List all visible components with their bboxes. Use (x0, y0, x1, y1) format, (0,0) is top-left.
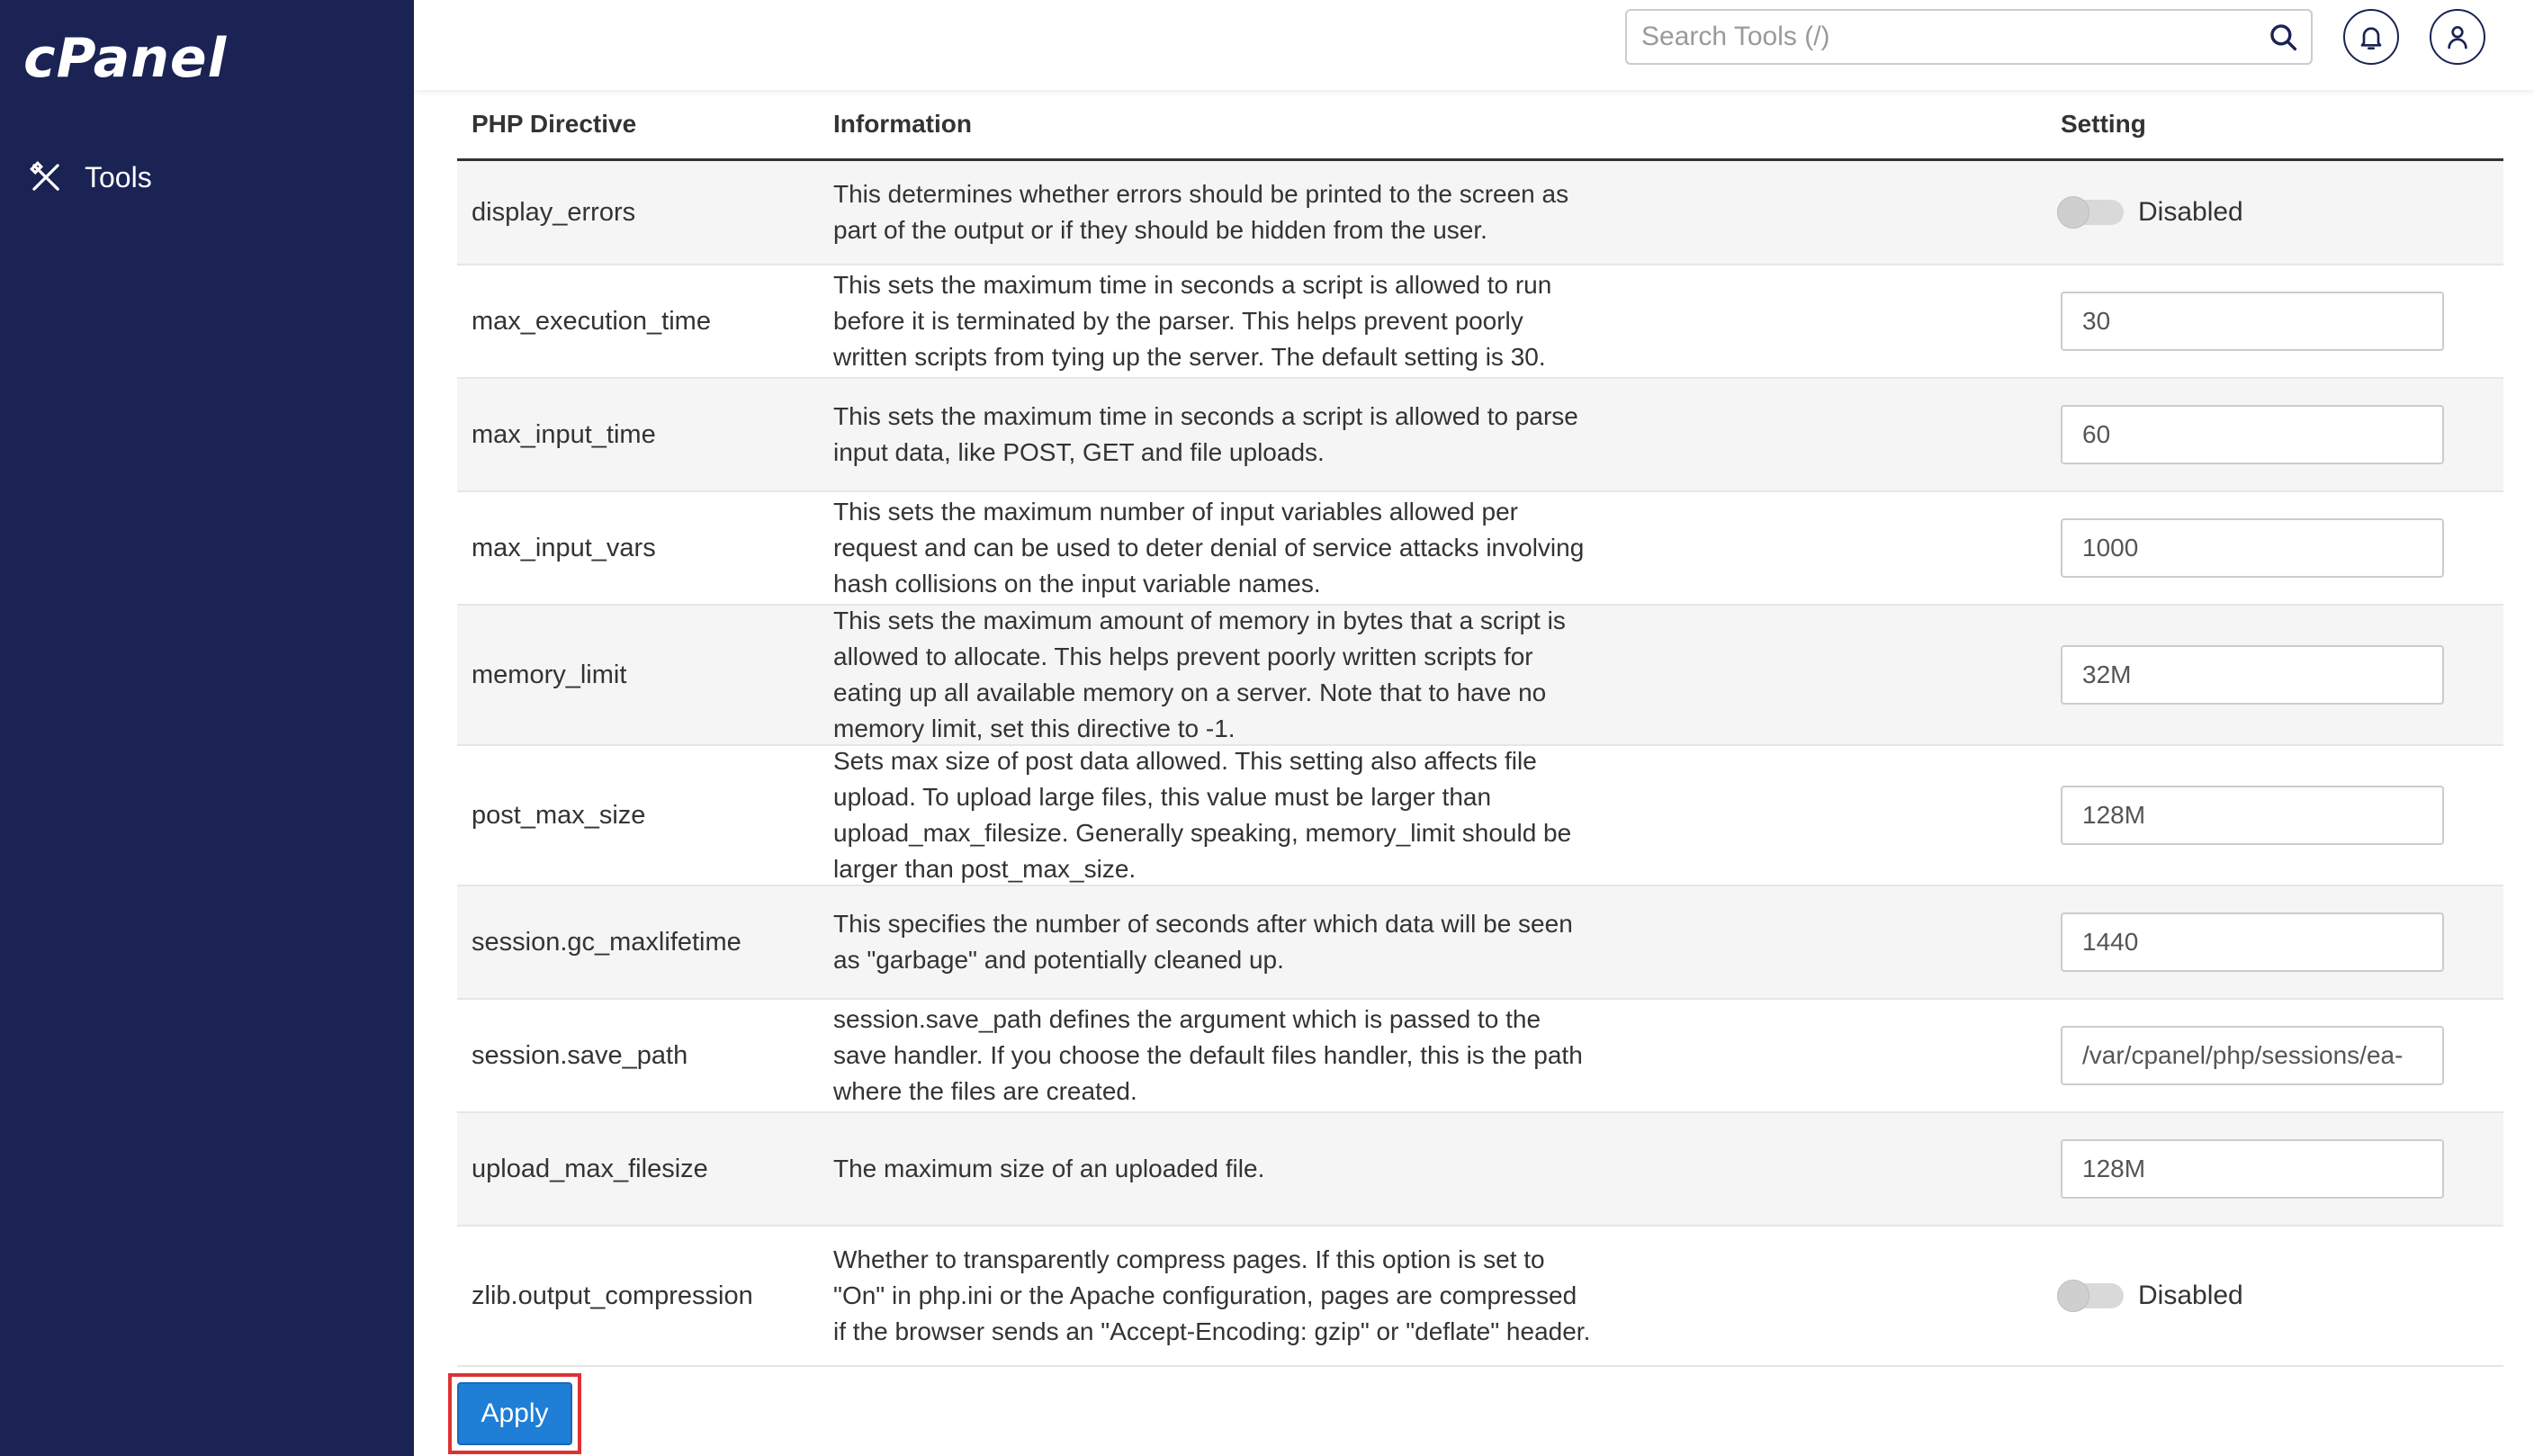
directive-info: This sets the maximum amount of memory in bytes that a script is allowed to allocate. This helps prevent poorly written scripts for eating up all available memory on a server. Note that to have no memory limit, set this directive to -1. (833, 607, 1566, 742)
column-header-directive: PHP Directive (472, 110, 637, 138)
toggle-label: Disabled (2138, 1281, 2243, 1310)
setting-cell (2061, 265, 2444, 377)
toggle-label: Disabled (2138, 197, 2243, 227)
directive-info: session.save_path defines the argument which is passed to the save handler. If you choose the default files handler, this is the path where the files are created. (833, 1005, 1583, 1105)
directive-name: max_input_time (472, 419, 656, 449)
table-row (457, 1113, 2503, 1227)
sidebar (0, 0, 414, 1456)
setting-cell (2061, 379, 2444, 490)
display-errors-toggle[interactable] (2061, 200, 2124, 225)
setting-cell (2061, 746, 2444, 885)
search-input[interactable] (1627, 11, 2257, 63)
zlib-compression-toggle-group (2061, 1281, 2243, 1311)
directive-name: memory_limit (472, 660, 627, 689)
session-save-path-input[interactable] (2061, 1026, 2444, 1085)
directive-name: session.gc_maxlifetime (472, 927, 741, 957)
directive-name: display_errors (472, 197, 636, 227)
bell-icon (2357, 22, 2386, 51)
max-input-time-input[interactable] (2061, 405, 2444, 464)
sidebar-item-label: Tools (85, 160, 152, 193)
user-menu-button[interactable] (2430, 9, 2485, 65)
cpanel-logo[interactable]: cPanel (23, 27, 228, 90)
directive-name: upload_max_filesize (472, 1154, 708, 1183)
table-row (457, 886, 2503, 1000)
directive-info: This sets the maximum time in seconds a script is allowed to run before it is terminated by the parser. This helps prevent poorly written scripts from tying up the server. The default setting is 30. (833, 271, 1552, 371)
post-max-size-input[interactable] (2061, 786, 2444, 845)
directive-info: The maximum size of an uploaded file. (833, 1155, 1265, 1182)
top-header (414, 0, 2534, 90)
max-execution-time-input[interactable] (2061, 292, 2444, 351)
user-icon (2443, 22, 2472, 51)
zlib-output-compression-toggle[interactable] (2061, 1283, 2124, 1308)
sidebar-item-tools[interactable] (27, 155, 369, 200)
upload-max-filesize-input[interactable] (2061, 1139, 2444, 1199)
table-row (457, 606, 2503, 746)
session-gc-maxlifetime-input[interactable] (2061, 912, 2444, 972)
toggle-knob (2057, 196, 2089, 229)
setting-cell (2061, 1227, 2243, 1365)
setting-cell (2061, 1113, 2444, 1225)
setting-cell (2061, 492, 2444, 604)
memory-limit-input[interactable] (2061, 645, 2444, 705)
directive-info: Whether to transparently compress pages. If this option is set to "On" in php.ini or the Apache configuration, pages are compressed if the browser sends an "Accept-Encoding: gzip" or "deflate" header. (833, 1245, 1591, 1345)
directive-info: Sets max size of post data allowed. This setting also affects file upload. To upload large files, this value must be larger than upload_max_filesize. Generally speaking, memory_limit should be larger than post_max_size. (833, 747, 1572, 883)
table-row (457, 161, 2503, 265)
column-header-setting: Setting (2061, 110, 2146, 138)
directive-name: post_max_size (472, 800, 646, 830)
table-header (457, 92, 2503, 161)
toggle-knob (2057, 1280, 2089, 1312)
php-directives-table (457, 92, 2503, 1367)
max-input-vars-input[interactable] (2061, 518, 2444, 578)
display-errors-toggle-group (2061, 197, 2243, 228)
setting-cell (2061, 1000, 2444, 1111)
directive-name: max_input_vars (472, 533, 656, 562)
table-row (457, 492, 2503, 606)
table-row (457, 1000, 2503, 1113)
directive-info: This specifies the number of seconds after which data will be seen as "garbage" and potentially cleaned up. (833, 910, 1573, 974)
setting-cell (2061, 161, 2243, 264)
table-row (457, 746, 2503, 886)
directive-name: zlib.output_compression (472, 1281, 753, 1310)
table-row (457, 1227, 2503, 1367)
tools-icon (27, 158, 65, 196)
apply-button[interactable]: Apply (457, 1382, 572, 1445)
column-header-information: Information (833, 110, 972, 138)
search-box[interactable] (1625, 9, 2313, 65)
directive-name: max_execution_time (472, 306, 711, 336)
directive-info: This determines whether errors should be printed to the screen as part of the output or if they should be hidden from the user. (833, 180, 1569, 244)
notifications-button[interactable] (2343, 9, 2399, 65)
directive-name: session.save_path (472, 1040, 688, 1070)
search-icon[interactable] (2268, 22, 2298, 52)
directive-info: This sets the maximum number of input variables allowed per request and can be used to deter denial of service attacks involving hash collisions on the input variable names. (833, 498, 1585, 598)
table-row (457, 379, 2503, 492)
setting-cell (2061, 606, 2444, 744)
directive-info: This sets the maximum time in seconds a script is allowed to parse input data, like POST, GET and file uploads. (833, 402, 1578, 466)
setting-cell (2061, 886, 2444, 998)
table-row (457, 265, 2503, 379)
